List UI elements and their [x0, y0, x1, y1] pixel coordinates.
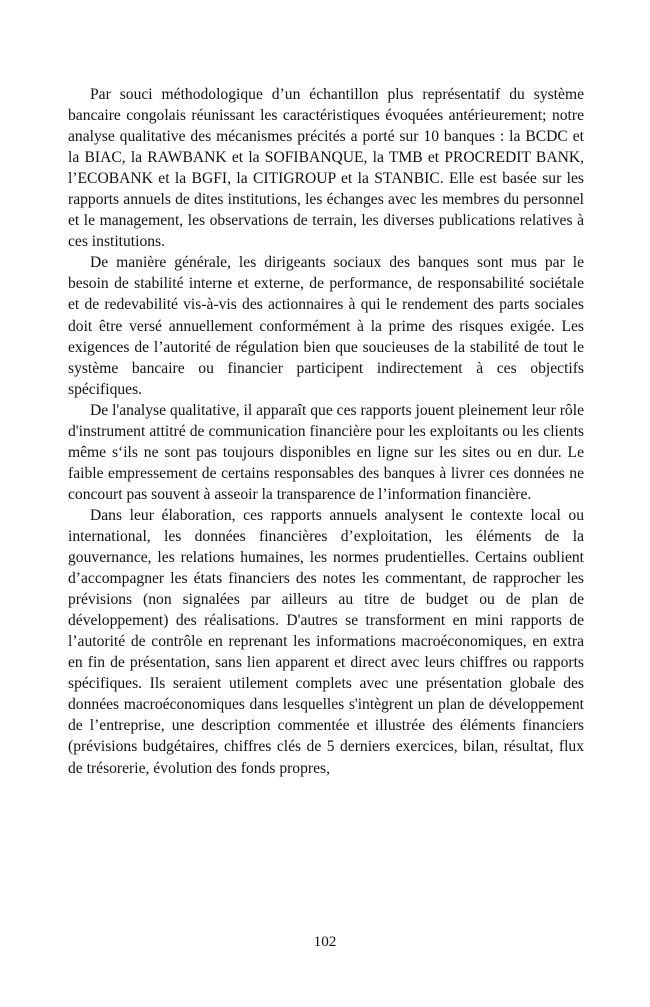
- paragraph: De manière générale, les dirigeants sociaux des banques sont mus par le besoin de stabilité interne et externe, de performance, de responsabilité sociétale et de redevabilité vis-à-vis des actionnaires à qui le rendement des parts sociales doit être versé annuellement conformément à la prime des risques exigée. Les exigences de l’autorité de régulation bien que soucieuses de la stabilité de tout le système bancaire ou financier participent indirectement à ces objectifs spécifiques.: [68, 254, 584, 398]
- paragraph: De l'analyse qualitative, il apparaît que ces rapports jouent pleinement leur rôle d'instrument attitré de communication financière pour les exploitants ou les clients même s‘ils ne sont pas toujours disponibles en ligne sur les sites ou en dur. Le faible empressement de certains responsables des banques à livrer ces données ne concourt pas souvent à asseoir la transparence de l’information financière.: [68, 401, 584, 503]
- body-text-block: [68, 84, 584, 779]
- paragraph: Dans leur élaboration, ces rapports annuels analysent le contexte local ou international, les données financières d’exploitation, les éléments de la gouvernance, les relations humaines, les normes prudentielles. Certains oublient d’accompagner les états financiers des notes les commentant, de rapprocher les prévisions (non signalées par ailleurs au titre de budget ou de plan de développement) des réalisations. D'autres se transforment en mini rapports de l’autorité de contrôle en reprenant les informations macroéconomiques, en extra en fin de présentation, sans lien apparent et direct avec leurs chiffres ou rapports spécifiques. Ils seraient utilement complets avec une présentation globale des données macroéconomiques dans lesquelles s'intègrent un plan de développement de l’entreprise, une description commentée et illustrée des éléments financiers (prévisions budgétaires, chiffres clés de 5 derniers exercices, bilan, résultat, flux de trésorerie, évolution des fonds propres,: [68, 506, 584, 777]
- page-number: 102: [313, 933, 337, 950]
- paragraph: Par souci méthodologique d’un échantillon plus représentatif du système bancaire congolais réunissant les caractéristiques évoquées antérieurement; notre analyse qualitative des mécanismes précités a porté sur 10 banques : la BCDC et la BIAC, la RAWBANK et la SOFIBANQUE, la TMB et PROCREDIT BANK, l’ECOBANK et la BGFI, la CITIGROUP et la STANBIC. Elle est basée sur les rapports annuels de dites institutions, les échanges avec les membres du personnel et le management, les observations de terrain, les diverses publications relatives à ces institutions.: [68, 86, 584, 251]
